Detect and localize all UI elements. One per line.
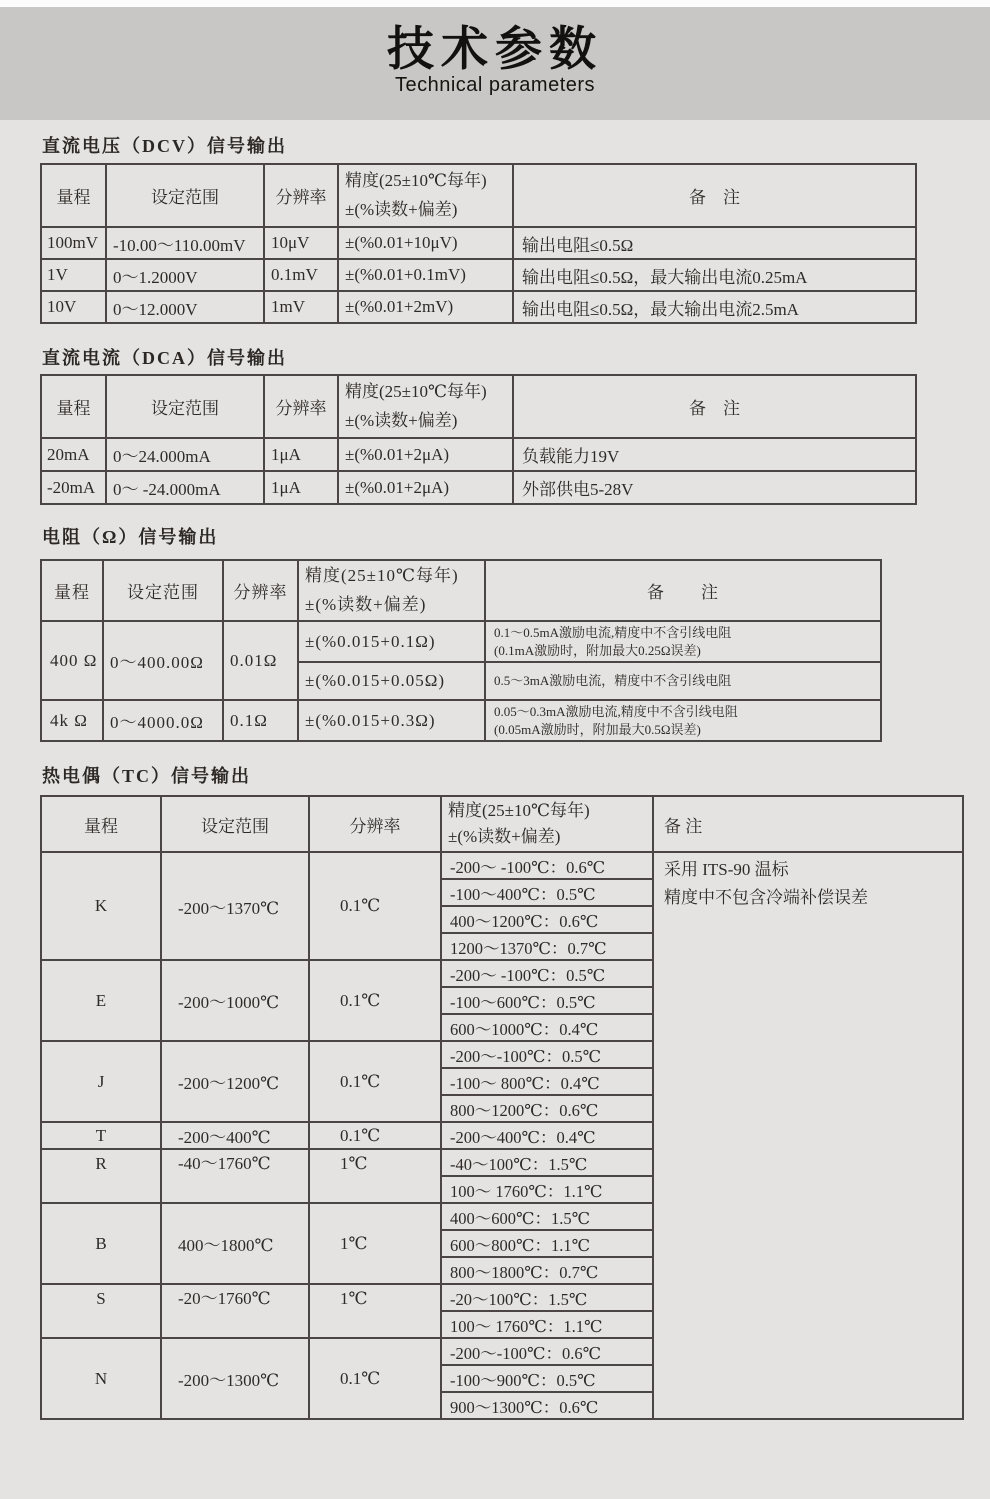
cell-range: 100mV: [41, 227, 106, 259]
header-set-range: 设定范围: [103, 560, 223, 621]
cell-set-range: 0～12.000V: [106, 291, 264, 323]
table-row: [41, 227, 916, 259]
cell-tc-type: B: [41, 1203, 161, 1284]
header-accuracy-line1: 精度(25±10℃每年): [345, 171, 487, 191]
cell-tc-type: T: [41, 1122, 161, 1149]
cell-accuracy: 800～1200℃：0.6℃: [441, 1095, 653, 1122]
header-accuracy: [338, 164, 513, 227]
header-accuracy-line1: 精度(25±10℃每年): [305, 566, 459, 586]
cell-accuracy: 800～1800℃：0.7℃: [441, 1257, 653, 1284]
cell-accuracy: -100～ 800℃：0.4℃: [441, 1068, 653, 1095]
top-strip: [0, 0, 990, 7]
cell-tc-type: K: [41, 852, 161, 960]
header-resolution: 分辨率: [264, 164, 338, 227]
cell-accuracy: ±(%0.01+2μA): [338, 471, 513, 504]
header-resolution: 分辨率: [223, 560, 298, 621]
section-title-tc: 热电偶（TC）信号输出: [42, 766, 252, 787]
cell-resolution: 1μA: [264, 438, 338, 471]
table-row: [41, 259, 916, 291]
cell-accuracy: ±(%0.01+10μV): [338, 227, 513, 259]
header-accuracy: [441, 796, 653, 852]
header-range: 量程: [41, 560, 103, 621]
cell-accuracy: 400～600℃：1.5℃: [441, 1203, 653, 1230]
cell-resolution: 0.1℃: [309, 852, 441, 960]
tc-table: [40, 795, 964, 1420]
cell-range: 10V: [41, 291, 106, 323]
cell-remark: 0.5～3mA激励电流，精度中不含引线电阻: [485, 662, 881, 700]
cell-remark: 输出电阻≤0.5Ω，最大输出电流2.5mA: [513, 291, 916, 323]
header-accuracy-line2: ±(%读数+偏差): [448, 827, 561, 847]
cell-remark: 输出电阻≤0.5Ω，最大输出电流0.25mA: [513, 259, 916, 291]
table-row: [41, 852, 963, 879]
cell-set-range: 0～400.00Ω: [103, 621, 223, 700]
cell-accuracy: 100～ 1760℃：1.1℃: [441, 1311, 653, 1338]
cell-accuracy: 900～1300℃：0.6℃: [441, 1392, 653, 1419]
cell-tc-type: R: [41, 1149, 161, 1203]
cell-range: 4k Ω: [41, 700, 103, 741]
cell-remark: 外部供电5-28V: [513, 471, 916, 504]
cell-resolution: 0.1℃: [309, 1338, 441, 1419]
ohm-table: [40, 559, 882, 742]
cell-set-range: -200～1370℃: [161, 852, 309, 960]
remark-line1: 采用 ITS-90 温标: [664, 860, 789, 880]
cell-resolution: 10μV: [264, 227, 338, 259]
cell-set-range: -200～1200℃: [161, 1041, 309, 1122]
header-accuracy: [298, 560, 485, 621]
page-title: 技术参数: [387, 22, 603, 75]
remark-line2: (0.1mA激励时，附加最大0.25Ω误差): [494, 642, 701, 658]
header-range: 量程: [41, 375, 106, 438]
header-accuracy: [338, 375, 513, 438]
cell-accuracy: 400～1200℃：0.6℃: [441, 906, 653, 933]
cell-range: 20mA: [41, 438, 106, 471]
remark-line2: (0.05mA激励时，附加最大0.5Ω误差): [494, 721, 701, 737]
cell-accuracy: -200～-100℃：0.5℃: [441, 1041, 653, 1068]
cell-range: 400 Ω: [41, 621, 103, 700]
header-set-range: 设定范围: [106, 375, 264, 438]
cell-resolution: 1℃: [309, 1149, 441, 1203]
cell-set-range: -200～1000℃: [161, 960, 309, 1041]
cell-tc-type: N: [41, 1338, 161, 1419]
cell-accuracy: 100～ 1760℃：1.1℃: [441, 1176, 653, 1203]
cell-accuracy: -100～900℃：0.5℃: [441, 1365, 653, 1392]
cell-remark: [653, 852, 963, 1419]
cell-resolution: 0.1Ω: [223, 700, 298, 741]
remark-line1: 0.1～0.5mA激励电流,精度中不含引线电阻: [494, 625, 732, 640]
cell-set-range: 0～4000.0Ω: [103, 700, 223, 741]
header-remark: 备 注: [513, 164, 916, 227]
cell-resolution: 1℃: [309, 1284, 441, 1338]
cell-tc-type: J: [41, 1041, 161, 1122]
cell-accuracy: 600～800℃：1.1℃: [441, 1230, 653, 1257]
remark-line2: 精度中不包含冷端补偿误差: [664, 888, 868, 908]
header-resolution: 分辨率: [264, 375, 338, 438]
cell-set-range: 0～1.2000V: [106, 259, 264, 291]
header-range: 量程: [41, 164, 106, 227]
cell-remark: 输出电阻≤0.5Ω: [513, 227, 916, 259]
section-title-dcv: 直流电压（DCV）信号输出: [42, 136, 287, 156]
table-row: [41, 438, 916, 471]
cell-remark: [485, 621, 881, 662]
table-row: [41, 291, 916, 323]
section-title-dca: 直流电流（DCA）信号输出: [42, 348, 287, 368]
cell-accuracy: -20～100℃：1.5℃: [441, 1284, 653, 1311]
table-row: [41, 621, 881, 662]
cell-resolution: 1mV: [264, 291, 338, 323]
cell-accuracy: -200～-100℃：0.6℃: [441, 1338, 653, 1365]
header-remark: 备 注: [485, 560, 881, 621]
dca-table: [40, 374, 917, 505]
cell-set-range: -40～1760℃: [161, 1149, 309, 1203]
header-range: 量程: [41, 796, 161, 852]
table-row: [41, 700, 881, 741]
header-band: [0, 7, 990, 120]
cell-set-range: -10.00～110.00mV: [106, 227, 264, 259]
cell-remark: 负载能力19V: [513, 438, 916, 471]
page-subtitle: Technical parameters: [394, 74, 596, 97]
cell-range: -20mA: [41, 471, 106, 504]
cell-accuracy: ±(%0.01+2mV): [338, 291, 513, 323]
cell-set-range: 0～24.000mA: [106, 438, 264, 471]
cell-resolution: 0.01Ω: [223, 621, 298, 700]
header-accuracy-line1: 精度(25±10℃每年): [345, 382, 487, 402]
cell-resolution: 0.1mV: [264, 259, 338, 291]
cell-accuracy: -100～600℃：0.5℃: [441, 987, 653, 1014]
header-resolution: 分辨率: [309, 796, 441, 852]
header-remark: 备 注: [513, 375, 916, 438]
cell-set-range: -20～1760℃: [161, 1284, 309, 1338]
table-row: [41, 471, 916, 504]
cell-resolution: 1μA: [264, 471, 338, 504]
section-title-ohm: 电阻（Ω）信号输出: [42, 527, 219, 547]
cell-accuracy: 600～1000℃：0.4℃: [441, 1014, 653, 1041]
header-set-range: 设定范围: [106, 164, 264, 227]
cell-accuracy: -200～400℃：0.4℃: [441, 1122, 653, 1149]
cell-accuracy: ±(%0.01+2μA): [338, 438, 513, 471]
header-accuracy-line2: ±(%读数+偏差): [305, 594, 427, 614]
cell-set-range: 400～1800℃: [161, 1203, 309, 1284]
cell-resolution: 0.1℃: [309, 960, 441, 1041]
cell-accuracy: 1200～1370℃：0.7℃: [441, 933, 653, 960]
header-accuracy-line1: 精度(25±10℃每年): [448, 800, 590, 820]
remark-line1: 0.05～0.3mA激励电流,精度中不含引线电阻: [494, 704, 738, 720]
cell-tc-type: S: [41, 1284, 161, 1338]
cell-accuracy: -200～ -100℃：0.6℃: [441, 852, 653, 879]
header-accuracy-line2: ±(%读数+偏差): [345, 410, 458, 430]
cell-accuracy: ±(%0.015+0.3Ω): [298, 700, 485, 741]
cell-accuracy: ±(%0.015+0.05Ω): [298, 662, 485, 700]
cell-set-range: -200～1300℃: [161, 1338, 309, 1419]
cell-remark: [485, 700, 881, 741]
cell-resolution: 1℃: [309, 1203, 441, 1284]
cell-set-range: -200～400℃: [161, 1122, 309, 1149]
cell-accuracy: ±(%0.015+0.1Ω): [298, 621, 485, 662]
cell-accuracy: -200～ -100℃：0.5℃: [441, 960, 653, 987]
cell-accuracy: ±(%0.01+0.1mV): [338, 259, 513, 291]
header-set-range: 设定范围: [161, 796, 309, 852]
header-accuracy-line2: ±(%读数+偏差): [345, 199, 458, 219]
cell-resolution: 0.1℃: [309, 1122, 441, 1149]
cell-set-range: 0～ -24.000mA: [106, 471, 264, 504]
cell-accuracy: -40～100℃：1.5℃: [441, 1149, 653, 1176]
dcv-table: [40, 163, 917, 324]
cell-resolution: 0.1℃: [309, 1041, 441, 1122]
header-remark: 备 注: [653, 796, 963, 852]
cell-tc-type: E: [41, 960, 161, 1041]
cell-accuracy: -100～400℃：0.5℃: [441, 879, 653, 906]
cell-range: 1V: [41, 259, 106, 291]
